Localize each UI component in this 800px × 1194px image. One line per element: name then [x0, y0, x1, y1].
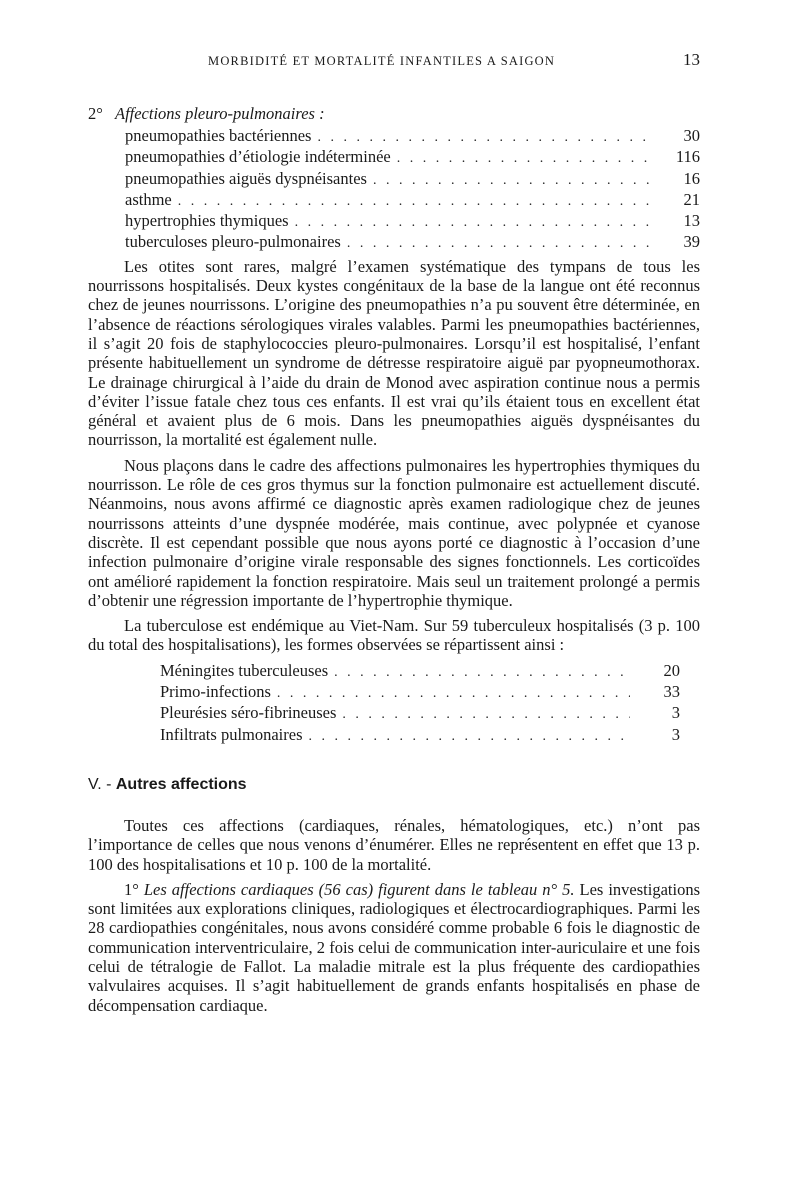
section-v-heading [88, 776, 700, 794]
list-item-label: Méningites tuberculeuses [160, 660, 329, 680]
list-item-label: Infiltrats pulmonaires [160, 724, 303, 744]
document-page [88, 46, 700, 1015]
list-item-value: 3 [671, 703, 680, 723]
list-item [125, 211, 700, 232]
paragraph-autres-intro: Toutes ces affections (cardiaques, rénales, hématologiques, etc.) n’ont pas l’importance de celles que nous venons d’énumérer. Elles ne représentent en effet que 13 p. 100 des hospitalisations et 10 p. 100 de la mortalité. [88, 815, 700, 874]
paragraph-thymus: Nous plaçons dans le cadre des affections pulmonaires les hypertrophies thymiques du nourrisson. Le rôle de ces gros thymus sur la fonction pulmonaire est actuellement discuté. Néanmoins, nous avons affirmé ce diagnostic après examen radiologique chez de jeunes nourrissons atteints d’une dyspnée modérée, mais continue, avec polypnée et cyanose discrète. Il est cependant possible que nous ayons porté ce diagnostic à l’occasion d’une infection pulmonaire d’origine virale responsable des signes fonctionnels. Les corticoïdes ont amélioré rapidement la fonction respiratoire. Mais seul un traitement prolongé a permis d’obtenir une régression importante de l’hypertrophie thymique. [88, 455, 700, 610]
list-item-value: 20 [663, 660, 680, 680]
list-item-label: tuberculoses pleuro-pulmonaires [125, 232, 341, 252]
list-item-label: hypertrophies thymiques [125, 211, 289, 231]
list-item [125, 190, 700, 211]
cardiac-body: Les investigations sont limitées aux explorations cliniques, radiologiques et électrocardiographiques. Parmi les 28 cardiopathies congénitales, nous avons considéré comme probable 6 fois le diagnostic de communication interventriculaire, 2 fois celui de communication inter-auriculaire et une fois celui de tétralogie de Fallot. La maladie mitrale est la plus fréquente des cardiopathies valvulaires acquises. Il s’agit habituellement de grands enfants hospitalisés en phase de décompensation cardiaque. [88, 879, 701, 1015]
list-item-value: 3 [671, 724, 680, 744]
list-item-value: 33 [663, 682, 680, 702]
section-v-title: Autres affections [115, 775, 247, 793]
list-item-label: pneumopathies aiguës dyspnéisantes [125, 168, 367, 188]
paragraph-cardiac [88, 880, 700, 1015]
section-v-number: V. - [88, 775, 112, 793]
paragraph-otites: Les otites sont rares, malgré l’examen systématique des tympans de tous les nourrissons hospitalisés. Deux kystes congénitaux de la base de la langue ont été reconnus chez de jeunes nourrissons. L’origine des pneumopathies n’a pu souvent être déterminée, en l’absence de réactions sérologiques virales valables. Parmi les pneumopathies bactériennes, il s’agit 20 fois de staphylococcies pleuro-pulmonaires. Lorsqu’il est hospitalisé, l’enfant présente habituellement un syndrome de détresse respiratoire aiguë par pyopneumothorax. Le drainage chirurgical à l’aide du drain de Monod avec aspiration continue nous a permis d’éviter l’issue fatale chez tous ces enfants. Il est vrai qu’ils étaient tous en excellent état général et avaient plus de 6 mois. Dans les pneumopathies aiguës dyspnéisantes du nourrisson, la mortalité est également nulle. [88, 256, 700, 450]
list-item-value: 30 [683, 126, 700, 145]
list-item-value: 116 [675, 147, 700, 167]
list-item [125, 232, 700, 253]
list-item [160, 703, 680, 724]
cardiac-number: 1° [124, 879, 139, 899]
running-head [88, 46, 700, 76]
list-item-label: pneumopathies d’étiologie indéterminée [125, 147, 391, 167]
list-item-label: pneumopathies bactériennes [125, 126, 312, 145]
list-item [160, 682, 680, 703]
list-item-label: Primo-infections [160, 682, 271, 702]
list-item [125, 126, 700, 147]
running-title: MORBIDITÉ ET MORTALITÉ INFANTILES A SAIGON [208, 54, 556, 68]
paragraph-tuberculose: La tuberculose est endémique au Viet-Nam. Sur 59 tuberculeux hospitalisés (3 p. 100 du total des hospitalisations), les formes observées se répartissent ainsi : [88, 616, 700, 655]
page-number: 13 [683, 50, 700, 69]
list-item-label: Pleurésies séro-fibrineuses [160, 703, 337, 723]
list-item-value: 13 [683, 211, 700, 231]
pleuro-heading-title: Affections pleuro-pulmonaires : [114, 104, 325, 123]
list-item [125, 169, 700, 190]
list-item [160, 661, 680, 682]
pleuro-heading-number: 2° [88, 104, 103, 123]
list-item-label: asthme [125, 189, 172, 209]
tuberculosis-list [160, 661, 680, 746]
pleuro-list [125, 126, 700, 254]
list-item [125, 147, 700, 168]
list-item-value: 16 [683, 168, 700, 188]
list-item [160, 725, 680, 746]
list-item-value: 39 [683, 232, 700, 252]
cardiac-lead: Les affections cardiaques (56 cas) figurent dans le tableau n° 5. [143, 879, 575, 899]
list-item-value: 21 [683, 189, 700, 209]
pleuro-heading [88, 104, 700, 124]
